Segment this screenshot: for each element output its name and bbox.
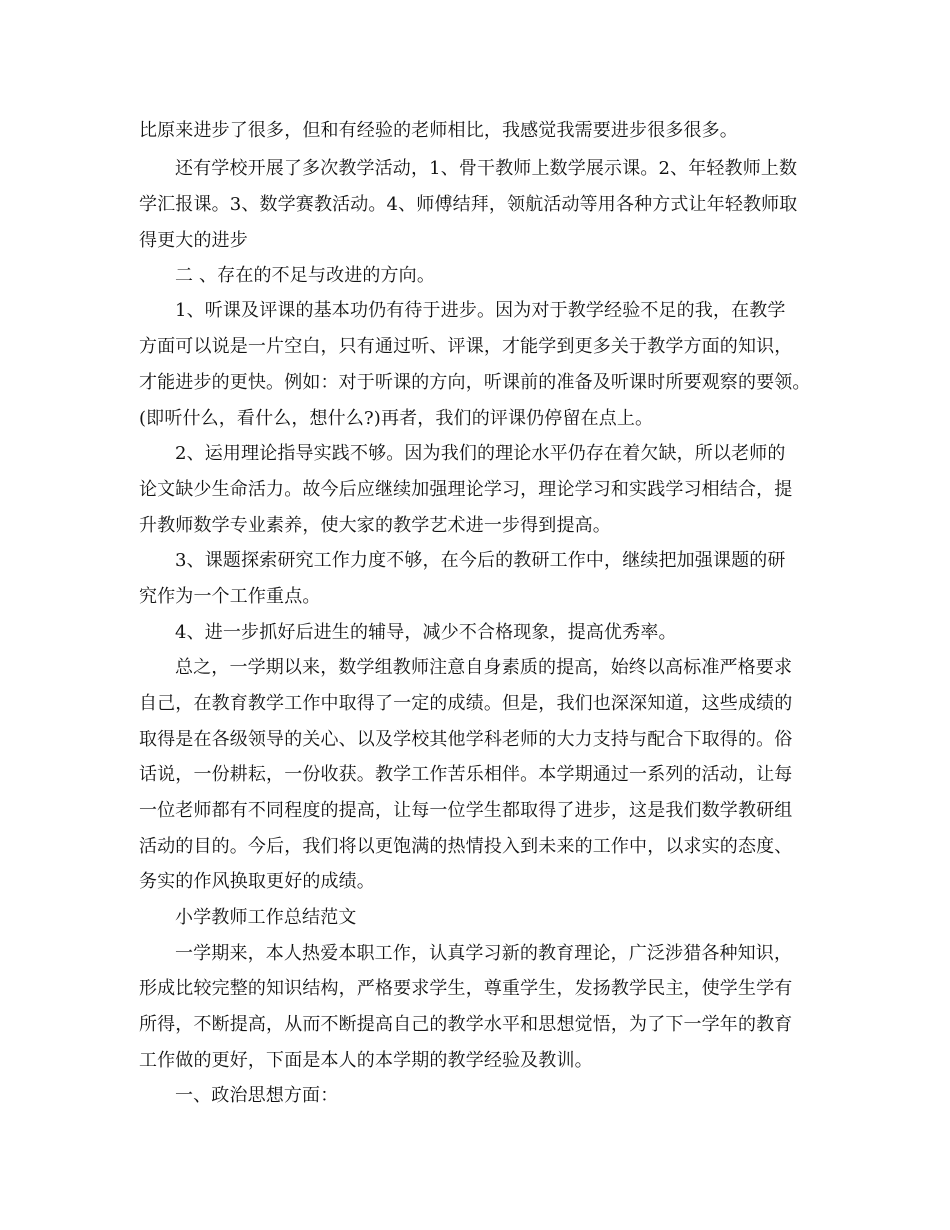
text-line: 工作做的更好，下面是本人的本学期的教学经验及教训。 xyxy=(139,1050,593,1071)
text-line: 所得，不断提高，从而不断提高自己的教学水平和思想觉悟，为了下一学年的教育 xyxy=(139,1014,793,1035)
text-line: 一位老师都有不同程度的提高，让每一位学生都取得了进步，这是我们数学教研组 xyxy=(139,800,793,821)
text-line: 形成比较完整的知识结构，严格要求学生，尊重学生，发扬教学民主，使学生学有 xyxy=(139,978,793,999)
paragraph-first-line: 总之，一学期以来，数学组教师注意自身素质的提高，始终以高标准严格要求 xyxy=(175,657,793,678)
text-line: 才能进步的更快。例如：对于听课的方向，听课前的准备及听课时所要观察的要领。 xyxy=(139,372,811,393)
text-line: 学汇报课。3、数学赛教活动。4、师傅结拜，领航活动等用各种方式让年轻教师取 xyxy=(139,194,798,215)
text-line: (即听什么，看什么，想什么?)再者，我们的评课仍停留在点上。 xyxy=(139,408,654,429)
text-line: 务实的作风换取更好的成绩。 xyxy=(139,871,375,892)
paragraph-first-line: 还有学校开展了多次教学活动，1、骨干教师上数学展示课。2、年轻教师上数 xyxy=(175,158,798,179)
paragraph-first-line: 2、运用理论指导实践不够。因为我们的理论水平仍存在着欠缺，所以老师的 xyxy=(175,443,786,464)
text-line: 方面可以说是一片空白，只有通过听、评课，才能学到更多关于教学方面的知识， xyxy=(139,336,793,357)
text-line: 比原来进步了很多，但和有经验的老师相比，我感觉我需要进步很多很多。 xyxy=(139,120,738,141)
paragraph-first-line: 3、课题探索研究工作力度不够，在今后的教研工作中，继续把加强课题的研 xyxy=(175,550,786,571)
text-line: 自己，在教育教学工作中取得了一定的成绩。但是，我们也深深知道，这些成绩的 xyxy=(139,693,793,714)
text-line: 得更大的进步 xyxy=(139,230,248,251)
text-line: 论文缺少生命活力。故今后应继续加强理论学习，理论学习和实践学习相结合，提 xyxy=(139,479,793,500)
text-line: 活动的目的。今后，我们将以更饱满的热情投入到未来的工作中，以求实的态度、 xyxy=(139,836,793,857)
text-line: 取得是在各级领导的关心、以及学校其他学科老师的大力支持与配合下取得的。俗 xyxy=(139,729,793,750)
text-line: 升教师数学专业素养，使大家的教学艺术进一步得到提高。 xyxy=(139,515,611,536)
paragraph-first-line: 一学期来，本人热爱本职工作，认真学习新的教育理论，广泛涉猎各种知识， xyxy=(175,943,793,964)
section-heading: 二 、存在的不足与改进的方向。 xyxy=(175,265,435,286)
section-title: 小学教师工作总结范文 xyxy=(175,907,357,928)
paragraph-first-line: 4、进一步抓好后进生的辅导，减少不合格现象，提高优秀率。 xyxy=(175,622,677,643)
text-line: 话说，一份耕耘，一份收获。教学工作苦乐相伴。本学期通过一系列的活动，让每 xyxy=(139,764,793,785)
paragraph-first-line: 1、听课及评课的基本功仍有待于进步。因为对于教学经验不足的我，在教学 xyxy=(175,300,786,321)
text-line: 究作为一个工作重点。 xyxy=(139,586,321,607)
section-heading: 一、政治思想方面： xyxy=(175,1085,339,1106)
